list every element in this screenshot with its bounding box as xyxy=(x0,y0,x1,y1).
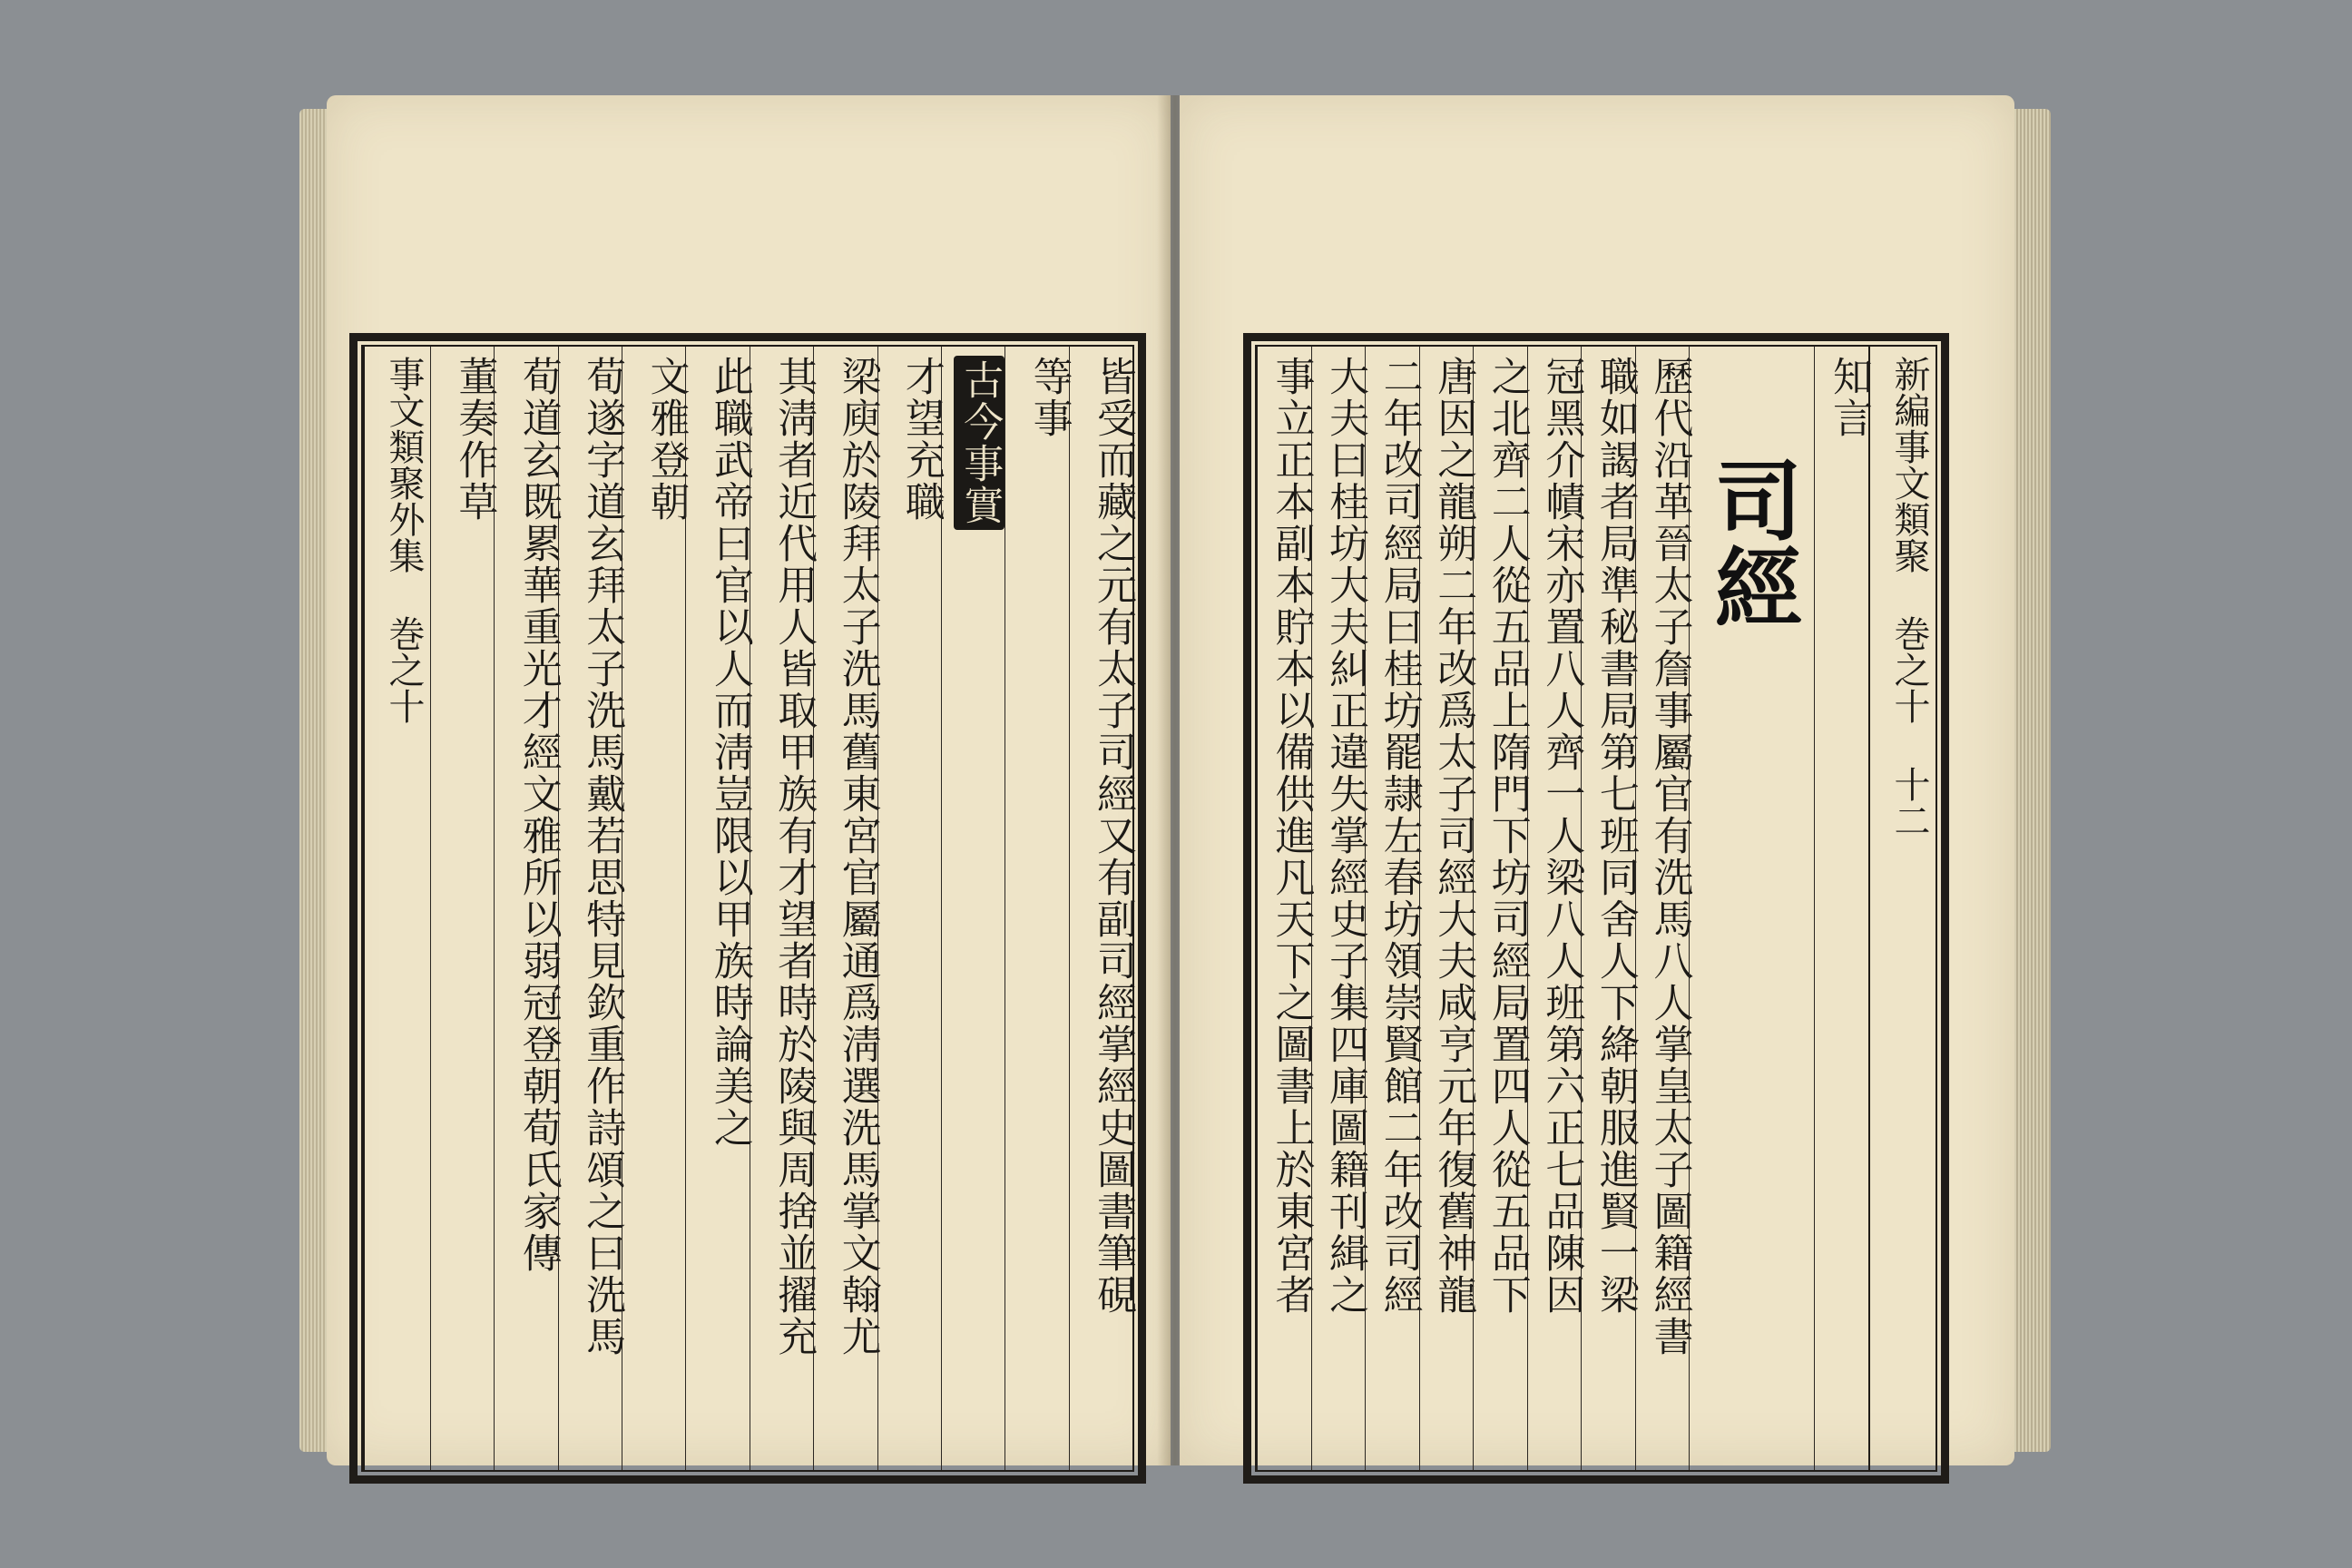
entry-title: 司經 xyxy=(1689,347,1814,1470)
text-column: 董奏作草 xyxy=(430,347,494,1470)
section-tag: 古今事實 xyxy=(954,356,1004,530)
banxin-title: 新編事文類聚 xyxy=(1888,356,1930,573)
text-column: 事立正本副本貯本以備供進凡天下之圖書上於東宮者 xyxy=(1257,347,1311,1470)
right-page-banxin xyxy=(1868,347,1936,1470)
text-column: 職如謁者局準秘書局第七班同舍人下絳朝服進賢一梁 xyxy=(1581,347,1635,1470)
text-column: 皆受而藏之元有太子司經又有副司經掌經史圖書筆硯 xyxy=(1069,347,1132,1470)
text-column: 等事 xyxy=(1004,347,1068,1470)
banxin-title: 事文類聚外集 xyxy=(383,356,426,573)
text-column: 大夫曰桂坊大夫糾正違失掌經史子集四庫圖籍刊緝之 xyxy=(1311,347,1366,1470)
right-page-frame xyxy=(1243,333,1949,1484)
text-column: 知言 xyxy=(1814,347,1868,1470)
text-column: 梁庾於陵拜太子洗馬舊東宮官屬通爲淸選洗馬掌文翰尤 xyxy=(813,347,877,1470)
text-column: 荀道玄既累華重光才經文雅所以弱冠登朝荀氏家傳 xyxy=(494,347,557,1470)
text-column: 冠黑介幘宋亦置八人齊一人梁八人班第六正七品陳因 xyxy=(1527,347,1582,1470)
page-number: 十二 xyxy=(1888,766,1930,838)
banxin-volume: 巻之十 xyxy=(383,615,426,724)
open-book xyxy=(299,86,2051,1479)
right-text-columns xyxy=(1255,345,1937,1472)
text-column: 文雅登朝 xyxy=(622,347,685,1470)
text-column: 之北齊二人從五品上隋門下坊司經局置四人從五品下 xyxy=(1473,347,1527,1470)
left-page-frame xyxy=(349,333,1146,1484)
text-column: 其淸者近代用人皆取甲族有才望者時於陵與周捨並擢充 xyxy=(750,347,813,1470)
left-page-banxin xyxy=(363,347,430,1470)
text-column: 才望充職 xyxy=(877,347,941,1470)
text-column: 此職武帝曰官以人而淸豈限以甲族時論美之 xyxy=(685,347,749,1470)
text-column: 二年改司經局曰桂坊罷隷左春坊領崇賢館二年改司經 xyxy=(1365,347,1419,1470)
left-text-columns xyxy=(361,345,1134,1472)
text-column: 唐因之龍朔二年改爲太子司經大夫咸亨元年復舊神龍 xyxy=(1419,347,1474,1470)
left-page xyxy=(327,95,1171,1465)
banxin-volume: 巻之十 xyxy=(1888,615,1930,724)
right-page xyxy=(1180,95,2014,1465)
text-column: 荀遂字道玄拜太子洗馬戴若思特見欽重作詩頌之曰洗馬 xyxy=(558,347,622,1470)
text-column: 歷代沿革晉太子詹事屬官有洗馬八人掌皇太子圖籍經書 xyxy=(1635,347,1690,1470)
section-heading-column xyxy=(941,347,1004,1470)
